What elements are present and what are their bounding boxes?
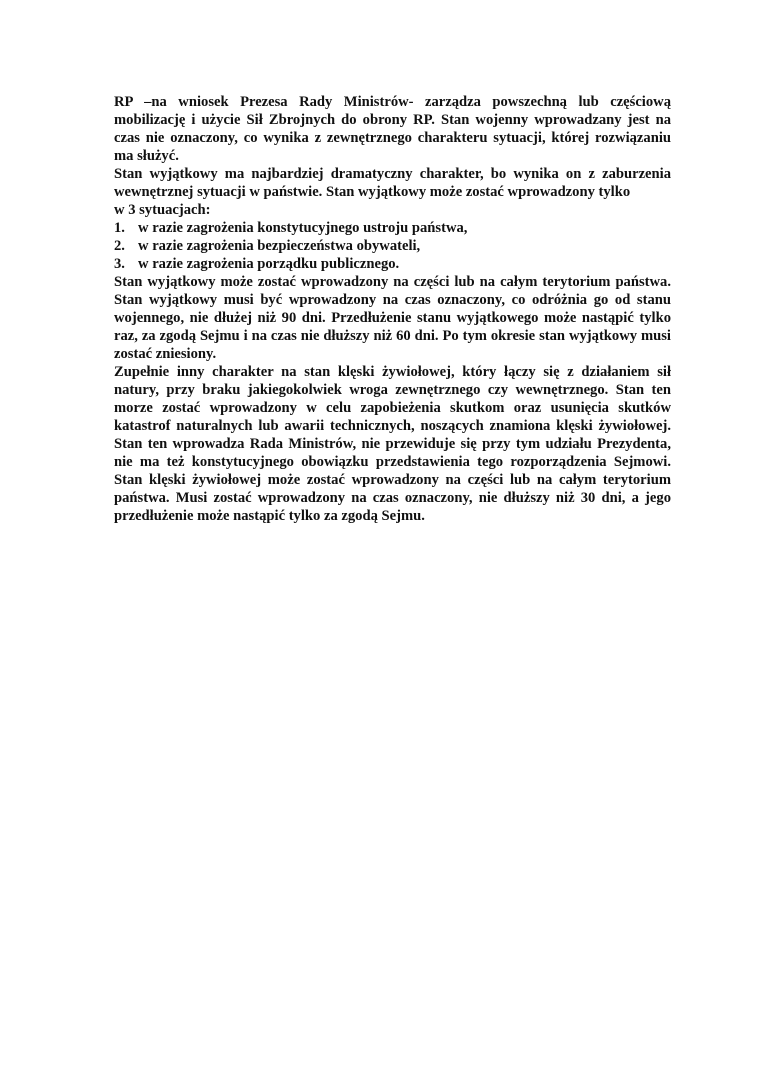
paragraph-martial-law: RP –na wniosek Prezesa Rady Ministrów- zarządza powszechną lub częściową mobilizację i użycie Sił Zbrojnych do obrony RP. Stan wojenny wprowadzany jest na czas nie oznaczony, co wynika z zewnętrznego charakteru sytuacji, której rozwiązaniu ma służyć. bbox=[114, 94, 671, 164]
list-item-number: 3. bbox=[114, 256, 125, 272]
list-item bbox=[114, 219, 671, 237]
paragraph-emergency-duration: Stan wyjątkowy może zostać wprowadzony na części lub na całym terytorium państwa. Stan wyjątkowy musi być wprowadzony na czas oznaczony, co odróżnia go od stanu wojennego, nie dłużej niż 90 dni. Przedłużenie stanu wyjątkowego może nastąpić tylko raz, za zgodą Sejmu i na czas nie dłuższy niż 60 dni. Po tym okresie stan wyjątkowy musi zostać zniesiony. bbox=[114, 274, 671, 362]
list-item-text: w razie zagrożenia bezpieczeństwa obywateli, bbox=[138, 238, 421, 254]
list-item-number: 1. bbox=[114, 220, 125, 236]
paragraph-state-of-emergency: Stan wyjątkowy ma najbardziej dramatyczny charakter, bo wynika on z zaburzenia wewnętrznej sytuacji w państwie. Stan wyjątkowy może zostać wprowadzony tylko bbox=[114, 166, 671, 200]
document-body bbox=[114, 93, 671, 525]
list-item bbox=[114, 255, 671, 273]
list-item-text: w razie zagrożenia porządku publicznego. bbox=[138, 256, 400, 272]
paragraph-natural-disaster: Zupełnie inny charakter na stan klęski żywiołowej, który łączy się z działaniem sił natury, przy braku jakiegokolwiek wroga zewnętrznego czy wewnętrznego. Stan ten morze zostać wprowadzony w celu zapobieżenia skutkom oraz usunięcia skutków katastrof naturalnych lub awarii technicznych, noszących znamiona klęski żywiołowej. Stan ten wprowadza Rada Ministrów, nie przewiduje się przy tym udziału Prezydenta, nie ma też konstytucyjnego obowiązku przedstawienia tego rozporządzenia Sejmowi. Stan klęski żywiołowej może zostać wprowadzony na części lub na całym terytorium państwa. Musi zostać wprowadzony na czas oznaczony, nie dłuższy niż 30 dni, a jego przedłużenie może nastąpić tylko za zgodą Sejmu. bbox=[114, 364, 671, 524]
list-item-number: 2. bbox=[114, 238, 125, 254]
list-item-text: w razie zagrożenia konstytucyjnego ustroju państwa, bbox=[138, 220, 468, 236]
paragraph-situations-intro: w 3 sytuacjach: bbox=[114, 202, 211, 218]
situations-list bbox=[114, 219, 671, 273]
list-item bbox=[114, 237, 671, 255]
